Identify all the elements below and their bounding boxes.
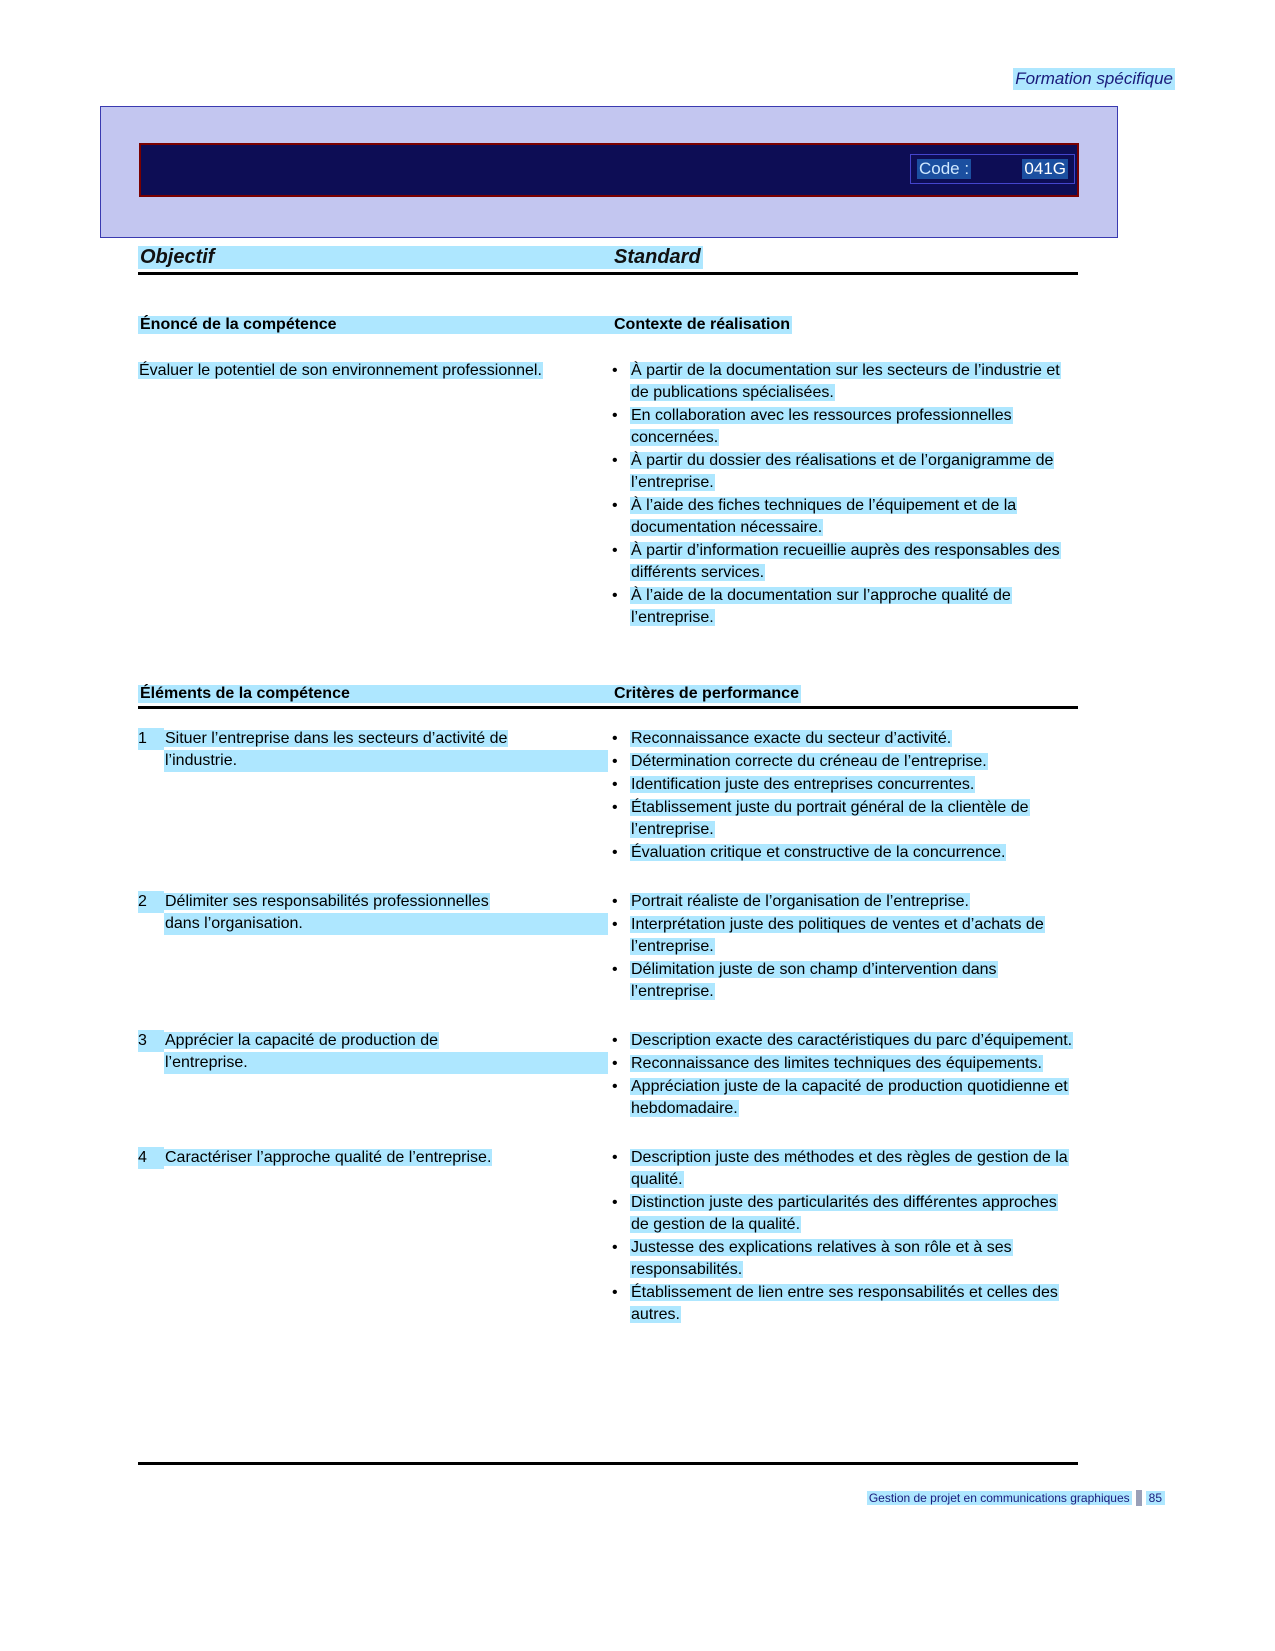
criteria-list-item-text: Justesse des explications relatives à son rôle et à ses responsabilités. bbox=[631, 1239, 1012, 1278]
criteria-list-item-text: Description juste des méthodes et des règles de gestion de la qualité. bbox=[631, 1149, 1068, 1188]
criteria-list-item-text: Reconnaissance exacte du secteur d’activité. bbox=[631, 730, 952, 747]
criteria-list-container bbox=[608, 891, 1078, 1004]
criteria-list-item bbox=[608, 1030, 1078, 1052]
competence-statement bbox=[138, 360, 608, 630]
column-title-objectif: Objectif bbox=[138, 246, 612, 269]
contexte-list-item-text: À partir d’information recueillie auprès des responsables des différents services. bbox=[631, 542, 1060, 581]
competence-statement-text: Évaluer le potentiel de son environnement professionnel. bbox=[139, 362, 542, 379]
element-text-line2: l’industrie. bbox=[164, 750, 608, 772]
element-text-line1: Caractériser l’approche qualité de l’entreprise. bbox=[165, 1149, 492, 1166]
element-text-line1: Situer l’entreprise dans les secteurs d’activité de bbox=[165, 730, 508, 747]
element-description bbox=[138, 728, 608, 865]
contexte-list bbox=[608, 360, 1078, 629]
criteria-list-item bbox=[608, 774, 1078, 796]
header-elements-competence: Éléments de la compétence bbox=[138, 685, 612, 703]
criteria-list bbox=[608, 728, 1078, 864]
criteria-list-item bbox=[608, 751, 1078, 773]
criteria-list-item bbox=[608, 959, 1078, 1003]
contexte-list-item-text: À l’aide des fiches techniques de l’équipement et de la documentation nécessaire. bbox=[631, 497, 1017, 536]
criteria-list bbox=[608, 1147, 1078, 1326]
section-one-headers bbox=[138, 316, 1078, 334]
element-row bbox=[138, 728, 1078, 865]
contexte-list-item bbox=[608, 360, 1078, 404]
code-box bbox=[910, 154, 1075, 184]
criteria-list-item bbox=[608, 1282, 1078, 1326]
criteria-list-item bbox=[608, 728, 1078, 750]
code-banner bbox=[100, 106, 1118, 238]
element-description bbox=[138, 1030, 608, 1121]
criteria-list bbox=[608, 1030, 1078, 1120]
element-row bbox=[138, 1147, 1078, 1327]
criteria-list-item bbox=[608, 891, 1078, 913]
element-text-line1: Apprécier la capacité de production de bbox=[165, 1032, 439, 1049]
header-section-label: Formation spécifique bbox=[1015, 69, 1173, 88]
element-number: 2 bbox=[138, 891, 164, 913]
element-number: 4 bbox=[138, 1147, 164, 1169]
code-label: Code : bbox=[919, 159, 970, 178]
criteria-list-item bbox=[608, 1076, 1078, 1120]
element-description bbox=[138, 891, 608, 1004]
criteria-list-item-text: Établissement de lien entre ses responsabilités et celles des autres. bbox=[631, 1284, 1058, 1323]
contexte-list-item-text: En collaboration avec les ressources professionnelles concernées. bbox=[631, 407, 1012, 446]
competence-block bbox=[138, 360, 1078, 630]
criteria-list-container bbox=[608, 1030, 1078, 1121]
criteria-list-item bbox=[608, 842, 1078, 864]
header-contexte-realisation: Contexte de réalisation bbox=[614, 316, 791, 333]
header-enonce-competence: Énoncé de la compétence bbox=[138, 316, 612, 334]
elements-table bbox=[138, 728, 1078, 1353]
criteria-list-item bbox=[608, 914, 1078, 958]
criteria-list-item-text: Description exacte des caractéristiques du parc d’équipement. bbox=[631, 1032, 1073, 1049]
contexte-list-item bbox=[608, 495, 1078, 539]
criteria-list-container bbox=[608, 1147, 1078, 1327]
criteria-list-container bbox=[608, 728, 1078, 865]
criteria-list-item bbox=[608, 1053, 1078, 1075]
criteria-list-item-text: Portrait réaliste de l’organisation de l’entreprise. bbox=[631, 893, 969, 910]
criteria-list-item-text: Évaluation critique et constructive de la concurrence. bbox=[631, 844, 1006, 861]
footer-page-number: 85 bbox=[1146, 1491, 1165, 1505]
contexte-list-item-text: À l’aide de la documentation sur l’approche qualité de l’entreprise. bbox=[631, 587, 1011, 626]
contexte-list-item-text: À partir de la documentation sur les secteurs de l’industrie et de publications spécialisées. bbox=[631, 362, 1060, 401]
criteria-list-item-text: Identification juste des entreprises concurrentes. bbox=[631, 776, 975, 793]
criteria-list-item bbox=[608, 1147, 1078, 1191]
footer-document-title: Gestion de projet en communications graphiques bbox=[868, 1491, 1130, 1505]
contexte-list-item bbox=[608, 450, 1078, 494]
footer-bar-icon bbox=[1136, 1490, 1142, 1506]
criteria-list-item-text: Établissement juste du portrait général de la clientèle de l’entreprise. bbox=[631, 799, 1029, 838]
column-title-standard: Standard bbox=[614, 246, 701, 268]
criteria-list-item-text: Détermination correcte du créneau de l’entreprise. bbox=[631, 753, 987, 770]
contexte-list-item bbox=[608, 540, 1078, 584]
footer-divider bbox=[138, 1462, 1078, 1465]
element-number: 3 bbox=[138, 1030, 164, 1052]
criteria-list-item bbox=[608, 797, 1078, 841]
element-description bbox=[138, 1147, 608, 1327]
criteria-list-item bbox=[608, 1237, 1078, 1281]
section-two-headers bbox=[138, 685, 1078, 709]
element-row bbox=[138, 891, 1078, 1004]
contexte-list-item bbox=[608, 405, 1078, 449]
criteria-list-item-text: Délimitation juste de son champ d’intervention dans l’entreprise. bbox=[631, 961, 997, 1000]
criteria-list-item-text: Appréciation juste de la capacité de production quotidienne et hebdomadaire. bbox=[631, 1078, 1068, 1117]
element-text-line2: l’entreprise. bbox=[164, 1052, 608, 1074]
code-value: 041G bbox=[1024, 159, 1066, 178]
footer bbox=[867, 1490, 1165, 1506]
element-number: 1 bbox=[138, 728, 164, 750]
element-row bbox=[138, 1030, 1078, 1121]
criteria-list-item-text: Interprétation juste des politiques de ventes et d’achats de l’entreprise. bbox=[631, 916, 1044, 955]
header-criteres-performance: Critères de performance bbox=[614, 685, 799, 702]
contexte-list-container bbox=[608, 360, 1078, 630]
element-text-line2: dans l’organisation. bbox=[164, 913, 608, 935]
objectif-standard-row bbox=[138, 246, 1078, 275]
criteria-list-item bbox=[608, 1192, 1078, 1236]
element-text-line1: Délimiter ses responsabilités professionnelles bbox=[165, 893, 489, 910]
code-banner-inner bbox=[139, 143, 1079, 197]
criteria-list-item-text: Distinction juste des particularités des différentes approches de gestion de la qualité. bbox=[631, 1194, 1057, 1233]
criteria-list-item-text: Reconnaissance des limites techniques des équipements. bbox=[631, 1055, 1042, 1072]
criteria-list bbox=[608, 891, 1078, 1003]
contexte-list-item-text: À partir du dossier des réalisations et de l’organigramme de l’entreprise. bbox=[631, 452, 1054, 491]
contexte-list-item bbox=[608, 585, 1078, 629]
